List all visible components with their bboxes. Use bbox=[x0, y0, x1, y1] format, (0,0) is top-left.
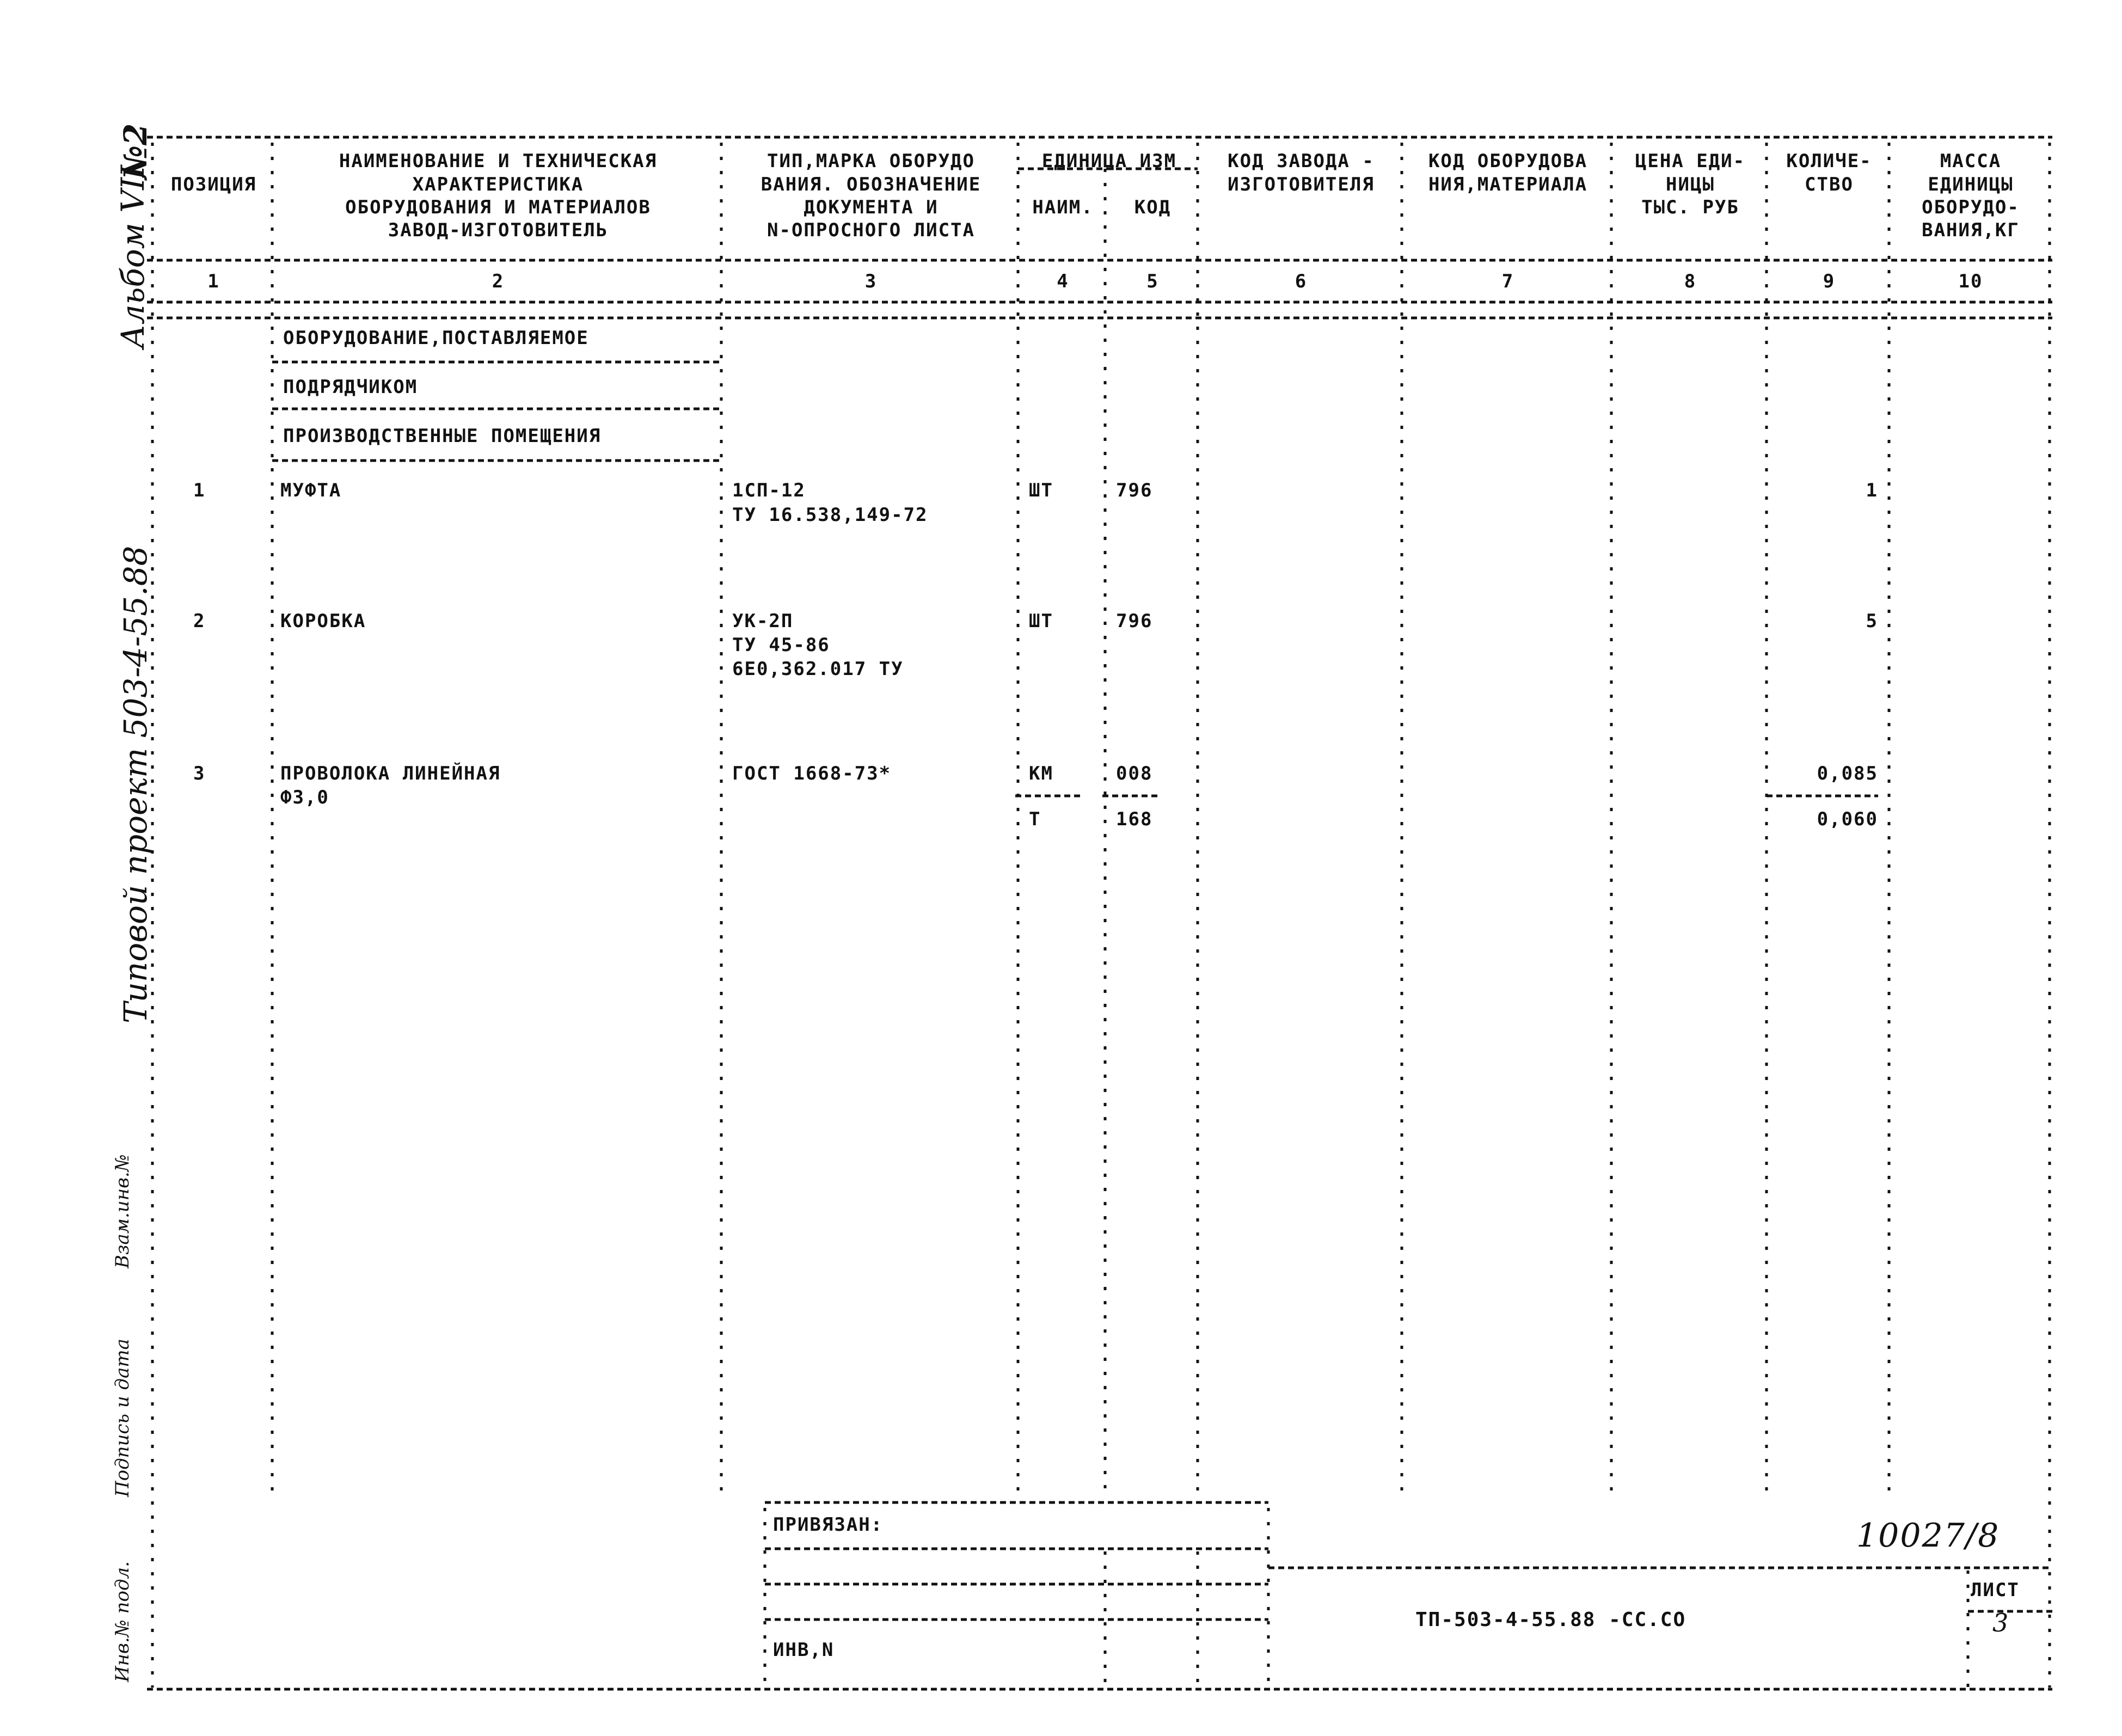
row-name: Ф3,0 bbox=[280, 787, 329, 808]
header-unit-code: КОД bbox=[1134, 197, 1172, 218]
column-number: 6 bbox=[1295, 271, 1308, 292]
column-number: 3 bbox=[864, 271, 878, 292]
section-heading: ПОДРЯДЧИКОМ bbox=[283, 376, 418, 398]
row-type: УК-2П bbox=[732, 610, 794, 632]
inv-number-label: ИНВ,N bbox=[773, 1639, 835, 1661]
row-unit: ШТ bbox=[1029, 610, 1053, 632]
row-unit-code: 796 bbox=[1116, 480, 1153, 501]
column-number: 9 bbox=[1823, 271, 1836, 292]
row-type: ГОСТ 1668-73* bbox=[732, 763, 892, 784]
row-quantity: 0,085 bbox=[1817, 763, 1878, 784]
column-number: 4 bbox=[1057, 271, 1069, 292]
column-number: 10 bbox=[1958, 271, 1983, 292]
row-type: 6Е0,362.017 ТУ bbox=[732, 658, 904, 680]
column-number: 5 bbox=[1146, 271, 1159, 292]
row-unit: КМ bbox=[1029, 763, 1053, 784]
column-number: 2 bbox=[492, 271, 505, 292]
privyazan-label: ПРИВЯЗАН: bbox=[773, 1514, 884, 1536]
column-number: 7 bbox=[1501, 271, 1514, 292]
row-quantity: 1 bbox=[1866, 480, 1878, 501]
row-type: ТУ 16.538,149-72 bbox=[732, 504, 928, 526]
project-label: Типовой проект 503-4-55.88 bbox=[117, 545, 154, 1023]
section-heading: ПРОИЗВОДСТВЕННЫЕ ПОМЕЩЕНИЯ bbox=[283, 425, 602, 447]
row-quantity: 5 bbox=[1866, 610, 1878, 632]
row-name: КОРОБКА bbox=[280, 610, 366, 632]
row-quantity: 0,060 bbox=[1817, 808, 1878, 830]
handwritten-number: 10027/8 bbox=[1856, 1517, 2000, 1555]
album-number: №2 bbox=[117, 123, 154, 180]
header-unit: ЕДИНИЦА ИЗМ bbox=[1041, 150, 1177, 172]
row-type: ТУ 45-86 bbox=[732, 634, 830, 656]
column-number: 8 bbox=[1684, 271, 1697, 292]
vzam-inv-label: Взам.инв.№ bbox=[112, 1154, 133, 1268]
signature-date-label: Подпись и дата bbox=[112, 1339, 133, 1497]
row-position: 3 bbox=[193, 763, 206, 784]
header-position: ПОЗИЦИЯ bbox=[170, 174, 257, 195]
row-position: 2 bbox=[193, 610, 206, 632]
header-unit-name: НАИМ. bbox=[1032, 197, 1094, 218]
sheet-number: 3 bbox=[1992, 1608, 2010, 1637]
row-unit-code: 008 bbox=[1116, 763, 1153, 784]
section-heading: ОБОРУДОВАНИЕ,ПОСТАВЛЯЕМОЕ bbox=[283, 327, 589, 349]
document-code: ТП-503-4-55.88 -СС.СО bbox=[1415, 1609, 1686, 1631]
album-label: Альбом VII bbox=[114, 165, 151, 348]
row-name: МУФТА bbox=[280, 480, 342, 501]
inv-original-label: Инв.№ подл. bbox=[112, 1561, 133, 1682]
sheet-label: ЛИСТ bbox=[1971, 1579, 2020, 1601]
row-unit: Т bbox=[1029, 808, 1041, 830]
row-type: 1СП-12 bbox=[732, 480, 806, 501]
row-unit-code: 168 bbox=[1116, 808, 1153, 830]
row-position: 1 bbox=[193, 480, 206, 501]
column-number: 1 bbox=[207, 271, 220, 292]
row-unit: ШТ bbox=[1029, 480, 1053, 501]
row-name: ПРОВОЛОКА ЛИНЕЙНАЯ bbox=[280, 763, 501, 784]
row-unit-code: 796 bbox=[1116, 610, 1153, 632]
